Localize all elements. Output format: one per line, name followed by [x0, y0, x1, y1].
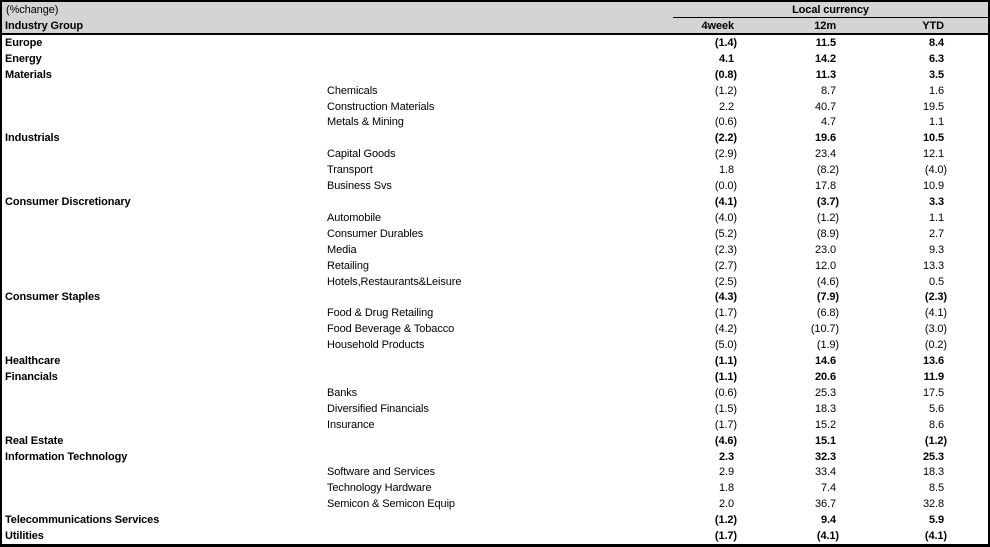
value-cell-ytd: 25.3	[922, 450, 944, 463]
value-cell-4week: 4.1	[719, 52, 734, 65]
value-cell-4week: (4.2)	[714, 323, 737, 336]
row-label: Household Products	[327, 339, 425, 352]
table-row	[2, 83, 988, 99]
value-cell-4week: 2.2	[719, 100, 734, 113]
table-row	[2, 258, 988, 274]
value-cell-ytd: 2.7	[929, 227, 944, 240]
row-label: Utilities	[5, 530, 44, 543]
value-cell-4week: (4.1)	[714, 196, 737, 209]
table-row	[2, 51, 988, 67]
value-cell-12m: 11.3	[815, 68, 836, 81]
value-cell-12m: (10.7)	[810, 323, 839, 336]
column-header-4week: 4week	[701, 19, 734, 32]
value-cell-4week: (1.7)	[714, 307, 737, 320]
value-cell-12m: (7.9)	[816, 291, 839, 304]
row-label: Banks	[327, 386, 358, 399]
table-row	[2, 385, 988, 401]
header-row-columns	[2, 18, 988, 33]
row-label: Media	[327, 243, 357, 256]
value-cell-4week: (1.4)	[714, 36, 737, 49]
row-label: Industrials	[5, 132, 60, 145]
value-cell-ytd: 13.6	[922, 355, 944, 368]
value-cell-4week: (2.2)	[714, 132, 737, 145]
value-cell-4week: (4.3)	[714, 291, 737, 304]
value-cell-ytd: 9.3	[929, 243, 944, 256]
value-cell-4week: (5.0)	[714, 339, 737, 352]
row-label: Energy	[5, 52, 42, 65]
value-cell-12m: 15.1	[814, 434, 836, 447]
value-cell-4week: (1.2)	[714, 84, 737, 97]
industry-group-label: Industry Group	[5, 19, 84, 32]
table-row	[2, 496, 988, 512]
value-cell-12m: 40.7	[814, 100, 836, 113]
row-label: Semicon & Semicon Equip	[327, 498, 455, 511]
value-cell-ytd: 10.5	[922, 132, 944, 145]
value-cell-4week: (1.7)	[714, 530, 737, 543]
table-row	[2, 369, 988, 385]
value-cell-4week: (5.2)	[714, 227, 737, 240]
value-cell-ytd: 3.5	[929, 68, 944, 81]
table-row	[2, 194, 988, 210]
table-row	[2, 146, 988, 162]
value-cell-ytd: (4.1)	[924, 307, 947, 320]
table-row	[2, 99, 988, 115]
value-cell-12m: 32.3	[814, 450, 836, 463]
table-row	[2, 210, 988, 226]
table-row	[2, 449, 988, 465]
value-cell-4week: 1.8	[719, 482, 734, 495]
table-header	[2, 2, 988, 35]
value-cell-ytd: (4.1)	[924, 530, 947, 543]
table-row	[2, 35, 988, 51]
table-row	[2, 115, 988, 131]
table-row	[2, 401, 988, 417]
table-body	[2, 35, 988, 544]
table-row	[2, 528, 988, 544]
table-row	[2, 480, 988, 496]
row-label: Diversified Financials	[327, 402, 429, 415]
value-cell-ytd: 12.1	[922, 148, 944, 161]
table-row	[2, 433, 988, 449]
table-row	[2, 337, 988, 353]
value-cell-12m: 17.8	[814, 180, 836, 193]
value-cell-ytd: 8.6	[929, 418, 944, 431]
table-row	[2, 417, 988, 433]
value-cell-12m: 4.7	[821, 116, 836, 129]
column-header-12m: 12m	[814, 19, 836, 32]
value-cell-12m: (4.6)	[816, 275, 839, 288]
row-label: Europe	[5, 36, 43, 49]
value-cell-12m: 8.7	[821, 84, 836, 97]
table-row	[2, 321, 988, 337]
row-label: Insurance	[327, 418, 375, 431]
row-label: Consumer Staples	[5, 291, 100, 304]
value-cell-12m: 11.5	[815, 36, 836, 49]
value-cell-4week: 2.9	[719, 466, 734, 479]
value-cell-ytd: 17.5	[922, 386, 944, 399]
row-label: Information Technology	[5, 450, 128, 463]
value-cell-4week: (1.1)	[714, 370, 737, 383]
value-cell-ytd: 13.3	[922, 259, 944, 272]
table-row	[2, 353, 988, 369]
table-row	[2, 226, 988, 242]
table-row	[2, 290, 988, 306]
row-label: Business Svs	[327, 180, 392, 193]
value-cell-12m: (1.2)	[816, 211, 839, 224]
value-cell-12m: 9.4	[821, 514, 836, 527]
row-label: Food & Drug Retailing	[327, 307, 434, 320]
value-cell-ytd: (2.3)	[924, 291, 947, 304]
value-cell-4week: (0.0)	[714, 180, 737, 193]
row-label: Construction Materials	[327, 100, 435, 113]
table-row	[2, 464, 988, 480]
table-row	[2, 178, 988, 194]
value-cell-ytd: (1.2)	[924, 434, 947, 447]
value-cell-12m: 18.3	[814, 402, 836, 415]
currency-region	[673, 2, 988, 18]
value-cell-ytd: (0.2)	[924, 339, 947, 352]
value-cell-ytd: (3.0)	[924, 323, 947, 336]
table-row	[2, 67, 988, 83]
value-cell-4week: (0.6)	[714, 116, 737, 129]
table-row	[2, 242, 988, 258]
value-cell-12m: 12.0	[814, 259, 836, 272]
header-row-currency	[2, 2, 988, 18]
value-cell-4week: (2.5)	[714, 275, 737, 288]
row-label: Capital Goods	[327, 148, 396, 161]
value-cell-4week: 1.8	[719, 164, 734, 177]
value-cell-12m: (8.2)	[816, 164, 839, 177]
pct-change-label: (%change)	[6, 4, 59, 16]
value-cell-ytd: 8.5	[929, 482, 944, 495]
value-cell-12m: 15.2	[814, 418, 836, 431]
value-cell-ytd: 11.9	[923, 370, 944, 383]
value-cell-4week: (1.1)	[714, 355, 737, 368]
value-cell-4week: 2.3	[719, 450, 734, 463]
value-cell-12m: 36.7	[814, 498, 836, 511]
row-label: Metals & Mining	[327, 116, 404, 129]
value-cell-12m: 19.6	[814, 132, 836, 145]
value-cell-ytd: 1.6	[929, 84, 944, 97]
row-label: Automobile	[327, 211, 382, 224]
value-cell-12m: (1.9)	[816, 339, 839, 352]
value-cell-ytd: 5.6	[929, 402, 944, 415]
value-cell-12m: 25.3	[814, 386, 836, 399]
row-label: Telecommunications Services	[5, 514, 160, 527]
row-label: Consumer Durables	[327, 227, 424, 240]
row-label: Food Beverage & Tobacco	[327, 323, 455, 336]
value-cell-ytd: 5.9	[929, 514, 944, 527]
value-cell-ytd: 6.3	[929, 52, 944, 65]
column-header-ytd: YTD	[922, 19, 944, 32]
value-cell-4week: (2.7)	[714, 259, 737, 272]
row-label: Healthcare	[5, 355, 61, 368]
value-cell-12m: 33.4	[814, 466, 836, 479]
value-cell-4week: (4.0)	[714, 211, 737, 224]
value-cell-ytd: 1.1	[929, 116, 944, 129]
value-cell-12m: (8.9)	[816, 227, 839, 240]
table-row	[2, 512, 988, 528]
value-cell-ytd: 32.8	[922, 498, 944, 511]
value-cell-12m: 14.6	[814, 355, 836, 368]
value-cell-ytd: (4.0)	[924, 164, 947, 177]
value-cell-4week: (1.7)	[714, 418, 737, 431]
row-label: Technology Hardware	[327, 482, 432, 495]
value-cell-ytd: 19.5	[922, 100, 944, 113]
value-cell-4week: (1.2)	[714, 514, 737, 527]
value-cell-ytd: 3.3	[929, 196, 944, 209]
value-cell-12m: 23.0	[814, 243, 836, 256]
row-label: Software and Services	[327, 466, 435, 479]
row-label: Consumer Discretionary	[5, 196, 131, 209]
value-cell-12m: 20.6	[814, 370, 836, 383]
value-cell-12m: 14.2	[814, 52, 836, 65]
value-cell-4week: 2.0	[719, 498, 734, 511]
value-cell-ytd: 1.1	[929, 211, 944, 224]
value-cell-ytd: 10.9	[922, 180, 944, 193]
local-currency-label: Local currency	[792, 3, 869, 16]
value-cell-4week: (4.6)	[714, 434, 737, 447]
value-cell-12m: (4.1)	[816, 530, 839, 543]
row-label: Financials	[5, 370, 58, 383]
value-cell-ytd: 8.4	[929, 36, 944, 49]
table-row	[2, 130, 988, 146]
value-cell-ytd: 0.5	[929, 275, 944, 288]
value-cell-12m: 7.4	[821, 482, 836, 495]
value-cell-4week: (0.6)	[714, 386, 737, 399]
value-cell-12m: 23.4	[814, 148, 836, 161]
row-label: Materials	[5, 68, 52, 81]
table-row	[2, 274, 988, 290]
table-row	[2, 162, 988, 178]
row-label: Transport	[327, 164, 373, 177]
value-cell-4week: (2.9)	[714, 148, 737, 161]
value-cell-4week: (0.8)	[714, 68, 737, 81]
value-cell-4week: (1.5)	[714, 402, 737, 415]
value-cell-ytd: 18.3	[922, 466, 944, 479]
row-label: Real Estate	[5, 434, 64, 447]
table-row	[2, 305, 988, 321]
value-cell-12m: (3.7)	[816, 196, 839, 209]
row-label: Hotels,Restaurants&Leisure	[327, 275, 462, 288]
row-label: Chemicals	[327, 84, 378, 97]
value-cell-12m: (6.8)	[816, 307, 839, 320]
row-label: Retailing	[327, 259, 369, 272]
value-cell-4week: (2.3)	[714, 243, 737, 256]
